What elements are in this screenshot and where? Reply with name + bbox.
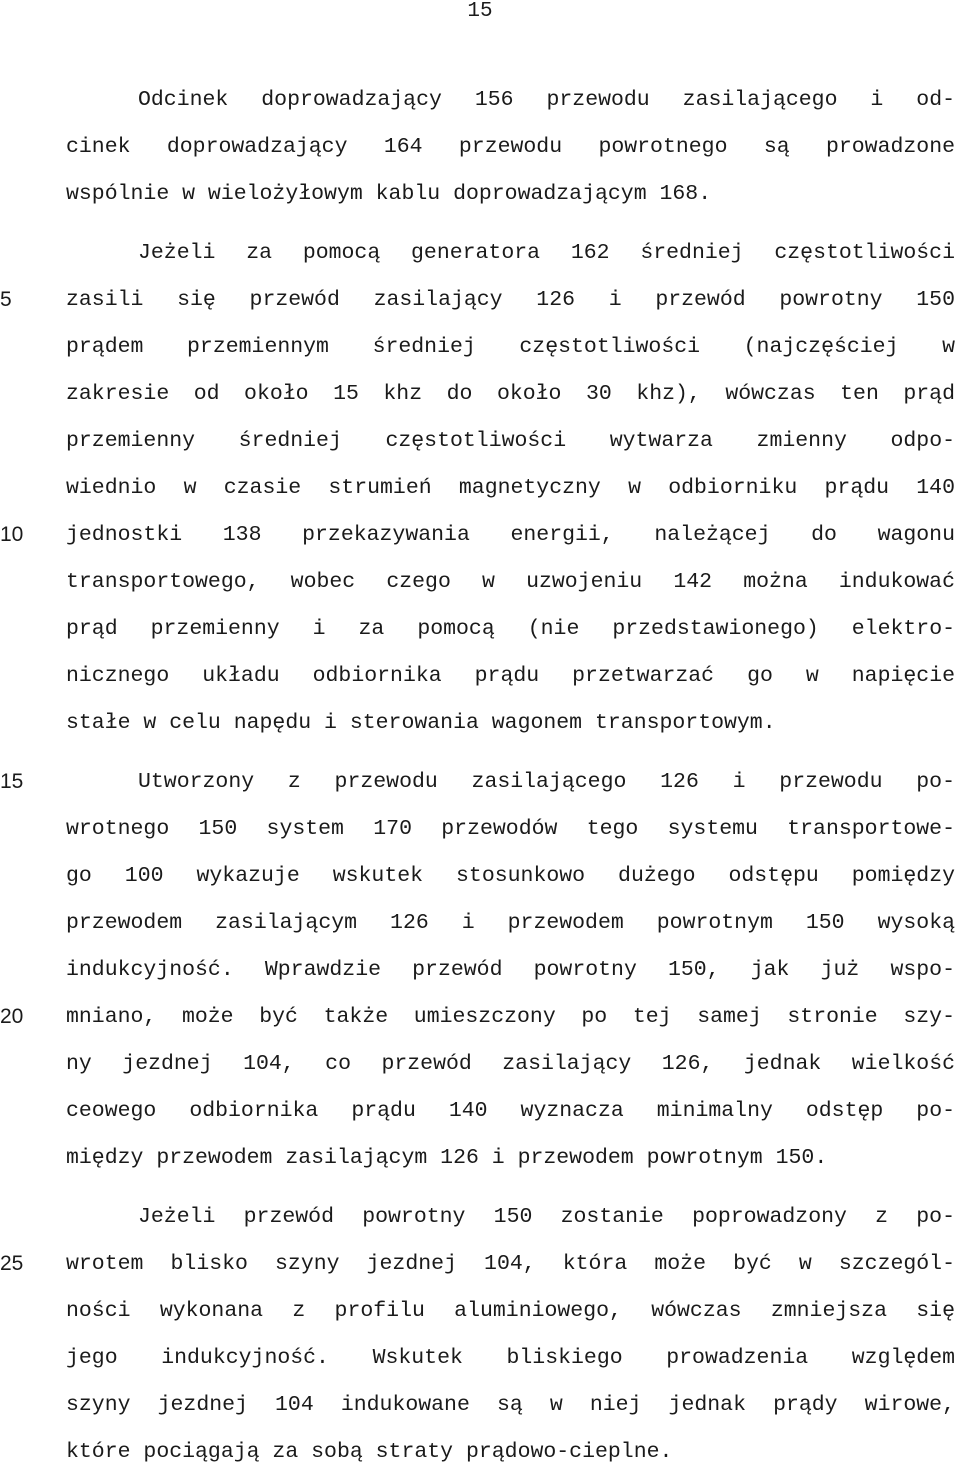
text-line: go 100 wykazuje wskutek stosunkowo dużego odstępu pomiędzy: [66, 864, 955, 888]
text-line: zasili się przewód zasilający 126 i przewód powrotny 150: [66, 288, 955, 312]
text-line: indukcyjność. Wprawdzie przewód powrotny 150, jak już wspo-: [66, 958, 955, 982]
text-line: transportowego, wobec czego w uzwojeniu 142 można indukować: [66, 570, 955, 594]
text-line: ności wykonana z profilu aluminiowego, wówczas zmniejsza się: [66, 1299, 955, 1323]
text-line: między przewodem zasilającym 126 i przewodem powrotnym 150.: [66, 1146, 828, 1170]
text-line: jednostki 138 przekazywania energii, należącej do wagonu: [66, 523, 955, 547]
text-line: wspólnie w wielożyłowym kablu doprowadzającym 168.: [66, 182, 712, 206]
text-line: wrotem blisko szyny jezdnej 104, która może być w szczegól-: [66, 1252, 955, 1276]
text-line: mniano, może być także umieszczony po tej samej stronie szy-: [66, 1005, 955, 1029]
text-line: które pociągają za sobą straty prądowo-cieplne.: [66, 1440, 673, 1464]
text-line: przewodem zasilającym 126 i przewodem powrotnym 150 wysoką: [66, 911, 955, 935]
margin-line-number: 25: [0, 1252, 24, 1275]
text-line: stałe w celu napędu i sterowania wagonem transportowym.: [66, 711, 776, 735]
margin-line-number: 20: [0, 1005, 24, 1028]
text-line: Jeżeli za pomocą generatora 162 średniej częstotliwości: [138, 241, 955, 265]
text-line: ceowego odbiornika prądu 140 wyznacza minimalny odstęp po-: [66, 1099, 955, 1123]
text-line: nicznego układu odbiornika prądu przetwarzać go w napięcie: [66, 664, 955, 688]
text-line: Utworzony z przewodu zasilającego 126 i przewodu po-: [138, 770, 955, 794]
text-line: ny jezdnej 104, co przewód zasilający 126, jednak wielkość: [66, 1052, 955, 1076]
text-line: przemienny średniej częstotliwości wytwarza zmienny odpo-: [66, 429, 955, 453]
margin-line-number: 15: [0, 770, 24, 793]
margin-line-number: 10: [0, 523, 24, 546]
margin-line-number: 5: [0, 288, 12, 311]
text-line: zakresie od około 15 khz do około 30 khz), wówczas ten prąd: [66, 382, 955, 406]
text-line: prądem przemiennym średniej częstotliwości (najczęściej w: [66, 335, 955, 359]
text-line: Odcinek doprowadzający 156 przewodu zasilającego i od-: [138, 88, 955, 112]
text-line: Jeżeli przewód powrotny 150 zostanie poprowadzony z po-: [138, 1205, 955, 1229]
text-line: prąd przemienny i za pomocą (nie przedstawionego) elektro-: [66, 617, 955, 641]
text-line: wrotnego 150 system 170 przewodów tego systemu transportowe-: [66, 817, 955, 841]
text-line: cinek doprowadzający 164 przewodu powrotnego są prowadzone: [66, 135, 955, 159]
text-line: wiednio w czasie strumień magnetyczny w odbiorniku prądu 140: [66, 476, 955, 500]
page-number: 15: [467, 0, 493, 23]
text-line: szyny jezdnej 104 indukowane są w niej jednak prądy wirowe,: [66, 1393, 955, 1417]
text-line: jego indukcyjność. Wskutek bliskiego prowadzenia względem: [66, 1346, 955, 1370]
